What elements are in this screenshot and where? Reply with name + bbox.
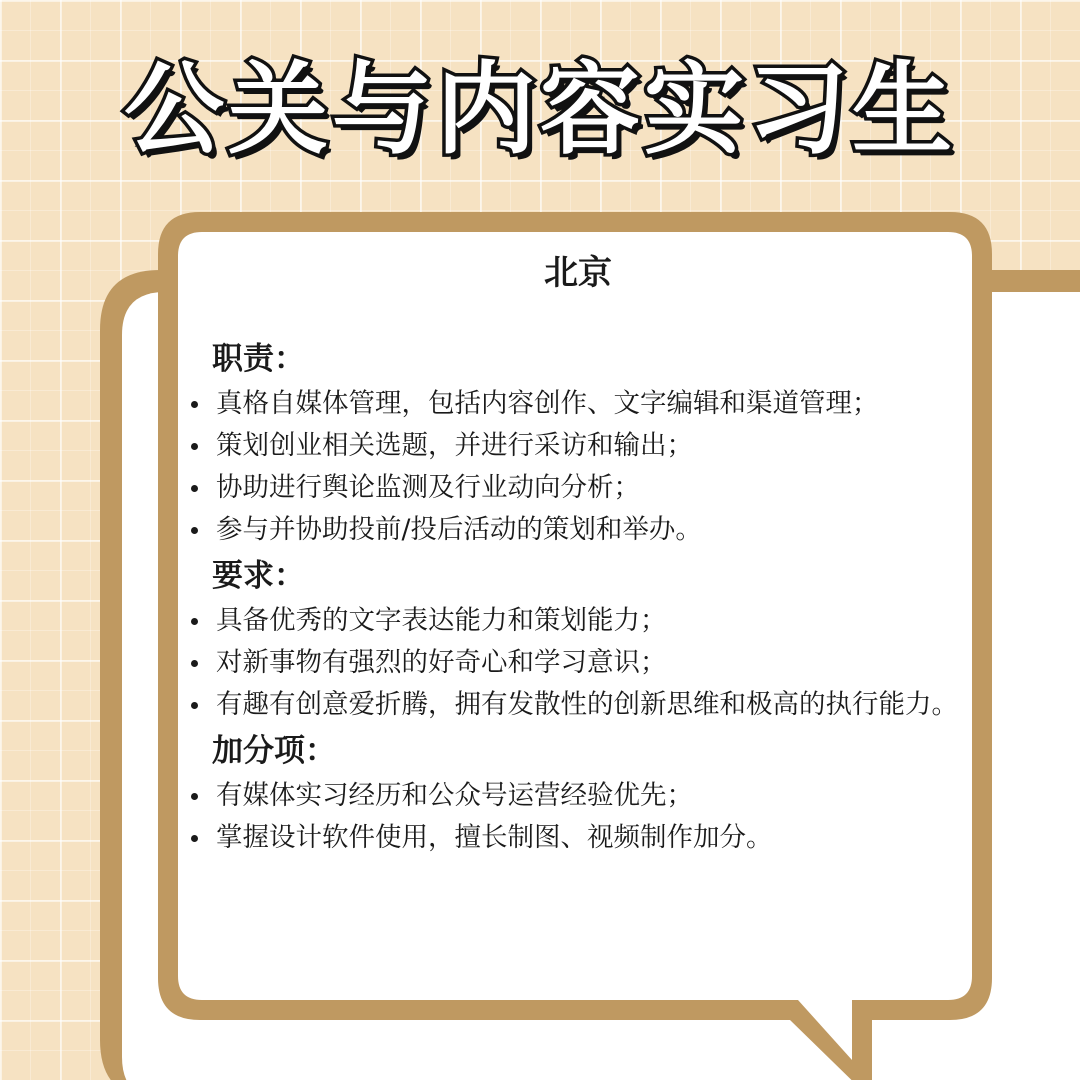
duties-list bbox=[188, 383, 968, 551]
list-item: 掌握设计软件使用，擅长制图、视频制作加分。 bbox=[188, 817, 968, 859]
city-label: 北京 bbox=[544, 253, 612, 293]
section-heading-bonus: 加分项： bbox=[212, 733, 336, 769]
page-title: 公关与内容实习生 bbox=[124, 51, 956, 168]
list-item: 参与并协助投前/投后活动的策划和举办。 bbox=[188, 509, 968, 551]
job-description bbox=[188, 242, 968, 1002]
list-item: 协助进行舆论监测及行业动向分析； bbox=[188, 467, 968, 509]
bonus-list bbox=[188, 775, 968, 859]
list-item: 有趣有创意爱折腾，拥有发散性的创新思维和极高的执行能力。 bbox=[188, 684, 968, 726]
section-heading-duties: 职责： bbox=[212, 341, 305, 377]
requirements-list bbox=[188, 600, 968, 726]
list-item: 策划创业相关选题，并进行采访和输出； bbox=[188, 425, 968, 467]
list-item: 真格自媒体管理，包括内容创作、文字编辑和渠道管理； bbox=[188, 383, 968, 425]
list-item: 有媒体实习经历和公众号运营经验优先； bbox=[188, 775, 968, 817]
list-item: 具备优秀的文字表达能力和策划能力； bbox=[188, 600, 968, 642]
section-heading-requirements: 要求： bbox=[212, 558, 305, 594]
list-item: 对新事物有强烈的好奇心和学习意识； bbox=[188, 642, 968, 684]
